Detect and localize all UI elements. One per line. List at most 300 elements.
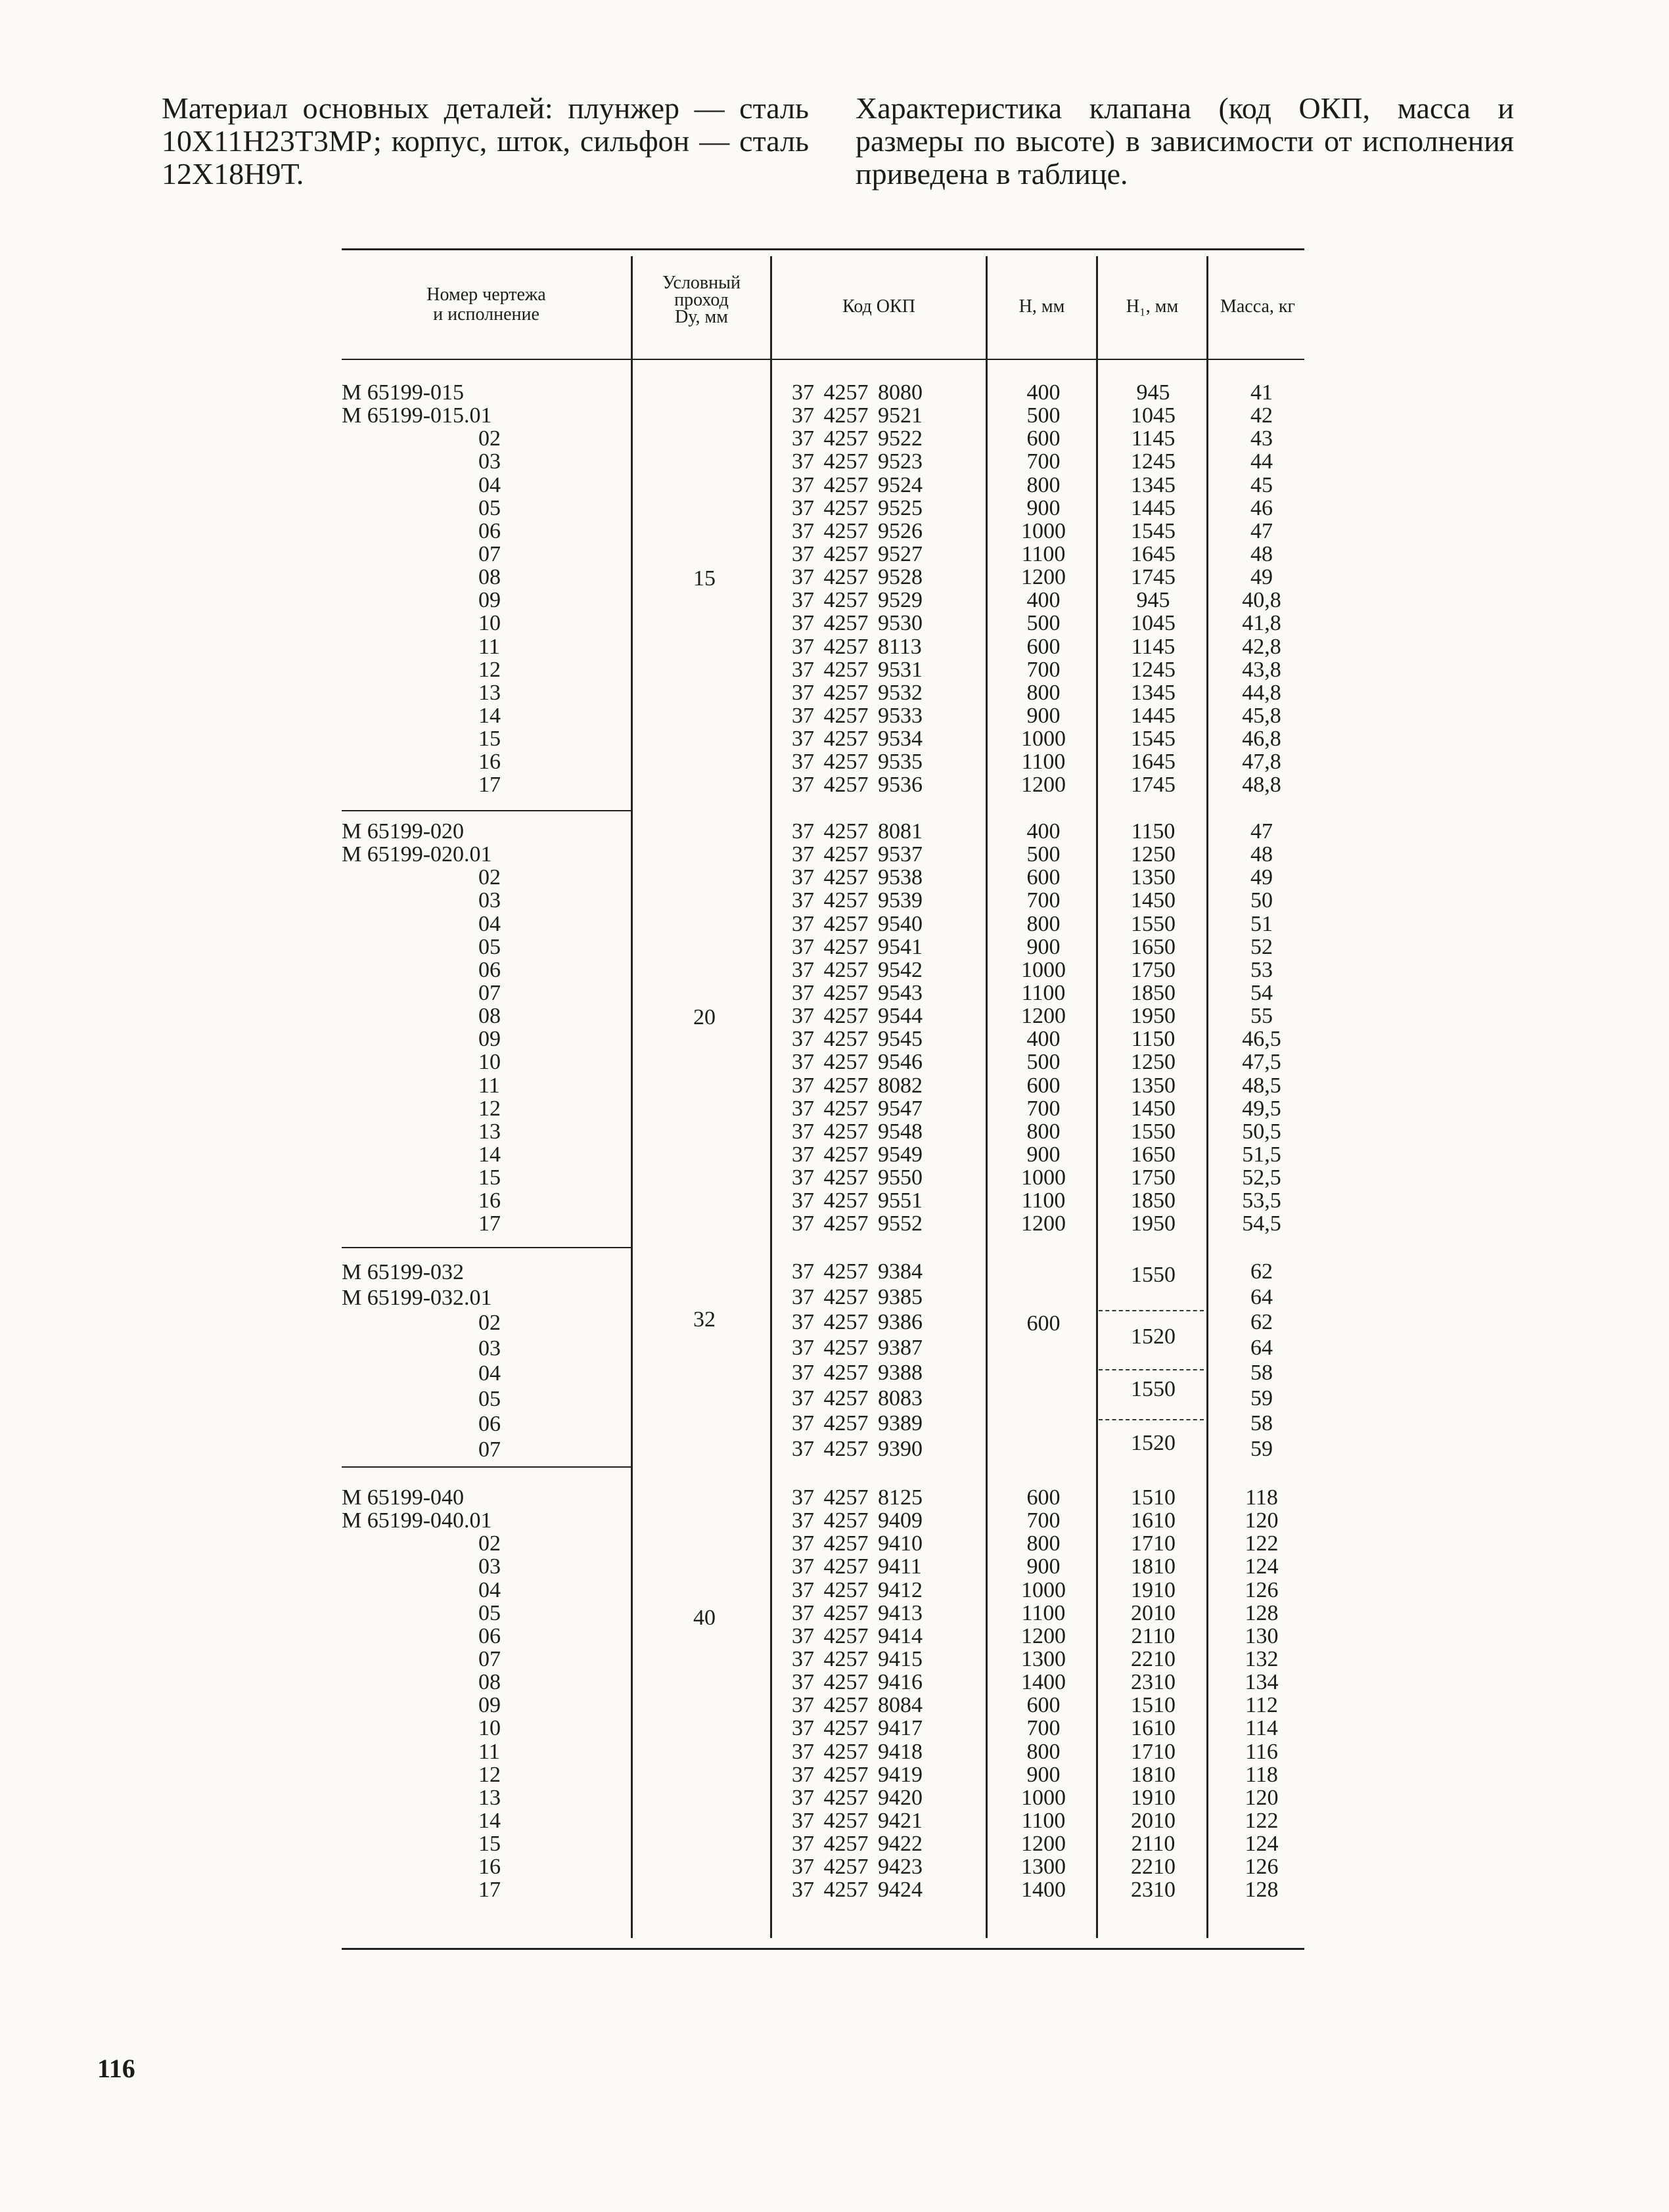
table-cell-okp: 37 4257 9390 (792, 1436, 923, 1461)
table-cell-okp: 37 4257 9410 (792, 1531, 923, 1556)
table-cell-h1: 1350 (1131, 865, 1176, 890)
table-cell-okp: 37 4257 8113 (792, 634, 922, 659)
table-cell-m: 47 (1250, 518, 1273, 543)
table-cell-okp: 37 4257 9538 (792, 865, 923, 890)
table-cell-h: 1000 (1021, 727, 1066, 752)
table-cell-h1: 1810 (1131, 1762, 1176, 1787)
table-cell-h: 400 (1026, 588, 1061, 613)
table-cell-h: 700 (1026, 657, 1061, 682)
table-cell-num: 11 (478, 1073, 500, 1098)
table-cell-num: 02 (478, 1531, 501, 1556)
table-cell-okp: 37 4257 8080 (792, 380, 923, 405)
table-cell-h: 800 (1026, 1119, 1061, 1144)
table-cell-m: 55 (1250, 1004, 1273, 1029)
mass-column (1219, 820, 1304, 1236)
table-cell-num: 10 (478, 611, 501, 636)
okp-code-column (792, 1486, 943, 1902)
table-cell-okp: 37 4257 9415 (792, 1646, 923, 1671)
table-cell-h: 600 (1026, 865, 1061, 890)
table-cell-h1: 1450 (1131, 1096, 1176, 1121)
table-cell-h: 600 (1026, 634, 1061, 659)
table-cell-h1: 1550 (1131, 911, 1176, 936)
table-cell-m: 45,8 (1242, 703, 1281, 728)
okp-code-column (792, 820, 943, 1236)
table-cell-m: 128 (1245, 1878, 1279, 1903)
table-cell-h: 900 (1026, 495, 1061, 520)
height-h1-column (1104, 1486, 1202, 1902)
table-cell-okp: 37 4257 9544 (792, 1004, 923, 1029)
table-cell-h1: 1910 (1131, 1577, 1176, 1602)
table-cell-okp: 37 4257 9530 (792, 611, 923, 636)
table-cell-h: 600 (1026, 426, 1061, 451)
table-cell-m: 120 (1245, 1785, 1279, 1810)
height-h1-value: 1520 (1131, 1324, 1176, 1349)
table-cell-num: 07 (478, 1646, 501, 1671)
table-cell-okp: 37 4257 9421 (792, 1808, 923, 1833)
table-cell-m: 122 (1245, 1808, 1279, 1833)
table-cell-h1: 1545 (1131, 727, 1176, 752)
table-cell-m: 51 (1250, 911, 1273, 936)
table-cell-num: 02 (478, 426, 501, 451)
table-cell-m: 40,8 (1242, 588, 1281, 613)
table-cell-okp: 37 4257 9422 (792, 1832, 923, 1857)
table-cell-h1: 1750 (1131, 1165, 1176, 1190)
table-cell-h: 1100 (1021, 541, 1066, 566)
table-cell-h1: 1810 (1131, 1554, 1176, 1579)
table-cell-h: 700 (1026, 449, 1061, 474)
table-cell-h: 1000 (1021, 1165, 1066, 1190)
table-cell-okp: 37 4257 9419 (792, 1762, 923, 1787)
table-cell-m: 64 (1250, 1335, 1273, 1360)
table-cell-okp: 37 4257 9525 (792, 495, 923, 520)
height-h1-column (1104, 381, 1202, 797)
table-cell-num: 04 (478, 1577, 501, 1602)
table-cell-num: 10 (478, 1716, 501, 1741)
table-cell-h1: 2310 (1131, 1878, 1176, 1903)
table-cell-okp: 37 4257 9547 (792, 1096, 923, 1121)
table-cell-okp: 37 4257 9541 (792, 934, 923, 959)
nominal-bore-value: 32 (693, 1307, 716, 1332)
table-cell-num: 13 (478, 680, 501, 705)
table-cell-h1: 1650 (1131, 1142, 1176, 1167)
table-cell-okp: 37 4257 9414 (792, 1623, 923, 1648)
table-cell-num: 11 (478, 634, 500, 659)
table-cell-h1: 1710 (1131, 1531, 1176, 1556)
table-cell-h1: 1550 (1131, 1119, 1176, 1144)
table-cell-num: 12 (478, 1096, 501, 1121)
table-cell-okp: 37 4257 9551 (792, 1188, 923, 1213)
table-cell-num: 07 (478, 541, 501, 566)
height-h-value: 600 (1026, 1311, 1061, 1336)
table-cell-okp: 37 4257 9424 (792, 1878, 923, 1903)
height-h-column (997, 381, 1089, 797)
table-cell-m: 118 (1245, 1762, 1278, 1787)
table-cell-okp: 37 4257 8083 (792, 1386, 923, 1411)
table-cell-okp: 37 4257 9536 (792, 773, 923, 798)
table-cell-num: 06 (478, 957, 501, 982)
table-cell-h1: 2010 (1131, 1808, 1176, 1833)
table-cell-h: 1200 (1021, 1211, 1066, 1236)
table-cell-m: 42 (1250, 403, 1273, 428)
table-cell-num: 13 (478, 1119, 501, 1144)
table-cell-m: 45 (1250, 472, 1273, 497)
table-cell-h: 900 (1026, 703, 1061, 728)
table-cell-okp: 37 4257 9521 (792, 403, 923, 428)
height-h1-value: 1520 (1131, 1431, 1176, 1455)
table-cell-h: 800 (1026, 1531, 1061, 1556)
table-cell-m: 116 (1245, 1739, 1278, 1764)
header-okp-code: Код ОКП (842, 296, 915, 317)
table-cell-m: 124 (1245, 1554, 1279, 1579)
table-cell-h1: 1245 (1131, 657, 1176, 682)
table-cell-m: 48 (1250, 541, 1273, 566)
mass-column (1219, 381, 1304, 797)
height-h-column (997, 820, 1089, 1236)
table-cell-m: 122 (1245, 1531, 1279, 1556)
table-cell-okp: 37 4257 9416 (792, 1670, 923, 1695)
table-cell-num: 03 (478, 1336, 501, 1361)
table-cell-num: 08 (478, 1670, 501, 1695)
table-cell-m: 64 (1250, 1284, 1273, 1309)
table-cell-h1: 1450 (1131, 888, 1176, 913)
table-cell-h: 700 (1026, 1716, 1061, 1741)
table-cell-num: 09 (478, 588, 501, 613)
table-cell-m: 58 (1250, 1361, 1273, 1385)
table-cell-h1: 1150 (1131, 1027, 1176, 1052)
table-cell-h1: 1610 (1131, 1716, 1176, 1741)
table-cell-m: 132 (1245, 1646, 1279, 1671)
table-cell-m: 53 (1250, 957, 1273, 982)
table-cell-h1: 1745 (1131, 565, 1176, 590)
table-cell-num: 17 (478, 1878, 501, 1903)
table-top-rule (342, 248, 1304, 250)
table-cell-num: 14 (478, 703, 501, 728)
table-cell-m: 48,8 (1242, 773, 1281, 798)
table-cell-okp: 37 4257 9532 (792, 680, 923, 705)
table-cell-num: 08 (478, 1004, 501, 1029)
table-cell-num: 16 (478, 1188, 501, 1213)
table-cell-okp: 37 4257 9546 (792, 1050, 923, 1075)
table-cell-m: 118 (1245, 1485, 1278, 1510)
table-cell-h1: 2210 (1131, 1855, 1176, 1880)
table-cell-num: М 65199-032.01 (342, 1285, 492, 1310)
table-cell-m: 41 (1250, 380, 1273, 405)
table-cell-num: 14 (478, 1808, 501, 1833)
table-cell-h1: 1145 (1131, 634, 1176, 659)
table-cell-okp: 37 4257 9543 (792, 980, 923, 1005)
table-cell-m: 43,8 (1242, 657, 1281, 682)
table-cell-h: 1100 (1021, 750, 1066, 775)
table-cell-okp: 37 4257 9420 (792, 1785, 923, 1810)
table-cell-h1: 1445 (1131, 703, 1176, 728)
mass-column (1219, 1486, 1304, 1902)
table-cell-okp: 37 4257 9387 (792, 1335, 923, 1360)
table-cell-num: 10 (478, 1050, 501, 1075)
table-cell-h: 500 (1026, 611, 1061, 636)
table-cell-num: М 65199-015 (342, 380, 465, 405)
table-cell-h1: 1510 (1131, 1693, 1176, 1718)
mass-column (1219, 1260, 1304, 1462)
table-cell-m: 48 (1250, 842, 1273, 867)
table-cell-m: 42,8 (1242, 634, 1281, 659)
table-cell-m: 50,5 (1242, 1119, 1281, 1144)
table-cell-m: 44,8 (1242, 680, 1281, 705)
table-cell-okp: 37 4257 9531 (792, 657, 923, 682)
table-cell-okp: 37 4257 8081 (792, 819, 923, 844)
table-cell-m: 130 (1245, 1623, 1279, 1648)
table-cell-h: 1200 (1021, 1004, 1066, 1029)
table-cell-h: 800 (1026, 680, 1061, 705)
table-cell-h: 1000 (1021, 957, 1066, 982)
table-cell-okp: 37 4257 8125 (792, 1485, 923, 1510)
table-cell-h1: 1150 (1131, 819, 1176, 844)
table-cell-h: 900 (1026, 1554, 1061, 1579)
nominal-bore-value: 20 (693, 1005, 716, 1029)
table-cell-h: 1100 (1021, 1600, 1066, 1625)
table-cell-m: 134 (1245, 1670, 1279, 1695)
table-cell-num: 02 (478, 1311, 501, 1335)
table-cell-okp: 37 4257 9552 (792, 1211, 923, 1236)
table-cell-h: 900 (1026, 1762, 1061, 1787)
col-divider-h1 (1096, 256, 1098, 1938)
intro-table-description: Характеристика клапана (код ОКП, масса и размеры по высоте) в зависимости от исполнения приведена в таблице. (856, 91, 1514, 191)
table-cell-num: 08 (478, 565, 501, 590)
table-header-rule (342, 359, 1304, 360)
col-divider-dn (631, 256, 633, 1938)
table-cell-num: 04 (478, 1361, 501, 1386)
table-cell-h: 900 (1026, 1142, 1061, 1167)
table-cell-h: 1100 (1021, 1188, 1066, 1213)
table-cell-okp: 37 4257 9523 (792, 449, 923, 474)
table-cell-h1: 1745 (1131, 773, 1176, 798)
table-cell-okp: 37 4257 9412 (792, 1577, 923, 1602)
table-cell-m: 124 (1245, 1832, 1279, 1857)
table-cell-h: 800 (1026, 1739, 1061, 1764)
table-cell-okp: 37 4257 9418 (792, 1739, 923, 1764)
height-h-column (997, 1486, 1089, 1902)
table-cell-m: 50 (1250, 888, 1273, 913)
table-cell-h1: 1245 (1131, 449, 1176, 474)
table-cell-m: 43 (1250, 426, 1273, 451)
table-cell-okp: 37 4257 9550 (792, 1165, 923, 1190)
table-cell-num: 06 (478, 1623, 501, 1648)
table-cell-h: 400 (1026, 1027, 1061, 1052)
table-cell-num: 13 (478, 1785, 501, 1810)
table-cell-okp: 37 4257 9542 (792, 957, 923, 982)
okp-code-column (792, 1260, 943, 1462)
table-cell-num: 05 (478, 1600, 501, 1625)
table-cell-h: 1300 (1021, 1855, 1066, 1880)
table-cell-h: 700 (1026, 888, 1061, 913)
table-cell-h1: 1950 (1131, 1004, 1176, 1029)
table-cell-h1: 1045 (1131, 611, 1176, 636)
table-cell-num: 15 (478, 1832, 501, 1857)
table-cell-h: 700 (1026, 1096, 1061, 1121)
table-cell-m: 49 (1250, 565, 1273, 590)
table-bottom-rule (342, 1948, 1304, 1950)
table-cell-h: 600 (1026, 1485, 1061, 1510)
table-cell-h: 1000 (1021, 518, 1066, 543)
table-cell-num: 03 (478, 1554, 501, 1579)
group-separator (342, 810, 631, 811)
table-cell-okp: 37 4257 9409 (792, 1508, 923, 1533)
table-cell-h1: 1350 (1131, 1073, 1176, 1098)
header-nominal-bore: Условный проход Dу, мм (662, 273, 741, 327)
drawing-number-column (342, 381, 513, 797)
table-cell-h1: 945 (1136, 380, 1170, 405)
table-cell-okp: 37 4257 9533 (792, 703, 923, 728)
page-number: 116 (97, 2054, 135, 2083)
table-cell-h: 400 (1026, 380, 1061, 405)
table-cell-num: 16 (478, 750, 501, 775)
table-cell-num: 03 (478, 888, 501, 913)
nominal-bore-value: 15 (693, 566, 716, 591)
table-cell-okp: 37 4257 9522 (792, 426, 923, 451)
table-cell-okp: 37 4257 9417 (792, 1716, 923, 1741)
table-cell-num: 04 (478, 472, 501, 497)
table-cell-num: 05 (478, 1386, 501, 1411)
table-cell-h: 500 (1026, 842, 1061, 867)
table-cell-h1: 1610 (1131, 1508, 1176, 1533)
table-cell-m: 46,8 (1242, 727, 1281, 752)
table-cell-okp: 37 4257 9548 (792, 1119, 923, 1144)
header-h1: H₁, мм (1126, 296, 1179, 317)
table-cell-m: 59 (1250, 1436, 1273, 1461)
table-cell-m: 53,5 (1242, 1188, 1281, 1213)
table-cell-m: 48,5 (1242, 1073, 1281, 1098)
height-h1-column (1104, 820, 1202, 1236)
table-cell-m: 59 (1250, 1386, 1273, 1411)
table-cell-h1: 1850 (1131, 1188, 1176, 1213)
table-cell-num: 09 (478, 1693, 501, 1718)
header-drawing-number: Номер чертежа и исполнение (426, 284, 546, 325)
table-cell-num: 05 (478, 495, 501, 520)
table-cell-h1: 1710 (1131, 1739, 1176, 1764)
table-cell-h1: 1445 (1131, 495, 1176, 520)
table-cell-okp: 37 4257 9549 (792, 1142, 923, 1167)
table-cell-h1: 1045 (1131, 403, 1176, 428)
h1-split-line (1099, 1310, 1204, 1311)
table-cell-num: 17 (478, 1211, 501, 1236)
group-separator (342, 1247, 631, 1248)
table-cell-h1: 1250 (1131, 1050, 1176, 1075)
table-cell-h: 800 (1026, 911, 1061, 936)
table-cell-h1: 2310 (1131, 1670, 1176, 1695)
table-cell-num: 09 (478, 1027, 501, 1052)
table-cell-m: 114 (1245, 1716, 1278, 1741)
table-cell-h1: 1650 (1131, 934, 1176, 959)
table-cell-h1: 1345 (1131, 472, 1176, 497)
table-cell-okp: 37 4257 9413 (792, 1600, 923, 1625)
table-cell-h1: 1345 (1131, 680, 1176, 705)
table-cell-m: 46,5 (1242, 1027, 1281, 1052)
table-cell-h: 900 (1026, 934, 1061, 959)
table-cell-m: 51,5 (1242, 1142, 1281, 1167)
table-cell-m: 120 (1245, 1508, 1279, 1533)
table-cell-h1: 1250 (1131, 842, 1176, 867)
table-cell-h: 800 (1026, 472, 1061, 497)
table-cell-h: 1100 (1021, 980, 1066, 1005)
table-cell-m: 41,8 (1242, 611, 1281, 636)
table-cell-okp: 37 4257 9539 (792, 888, 923, 913)
okp-code-column (792, 381, 943, 797)
table-cell-h1: 1850 (1131, 980, 1176, 1005)
h1-split-line (1099, 1369, 1204, 1370)
table-cell-num: 11 (478, 1739, 500, 1764)
table-cell-h: 1200 (1021, 565, 1066, 590)
col-divider-mass (1206, 256, 1208, 1938)
table-cell-m: 44 (1250, 449, 1273, 474)
table-cell-h1: 2110 (1131, 1832, 1176, 1857)
table-cell-okp: 37 4257 9385 (792, 1284, 923, 1309)
table-cell-okp: 37 4257 9386 (792, 1310, 923, 1334)
table-cell-num: М 65199-020 (342, 819, 465, 844)
table-cell-okp: 37 4257 9423 (792, 1855, 923, 1880)
table-cell-num: 07 (478, 1437, 501, 1462)
table-cell-m: 54,5 (1242, 1211, 1281, 1236)
table-cell-h1: 2210 (1131, 1646, 1176, 1671)
table-cell-h: 1100 (1021, 1808, 1066, 1833)
table-cell-num: М 65199-040.01 (342, 1508, 492, 1533)
table-cell-okp: 37 4257 8084 (792, 1693, 923, 1718)
table-cell-m: 126 (1245, 1855, 1279, 1880)
table-cell-h1: 1645 (1131, 750, 1176, 775)
table-cell-num: 04 (478, 911, 501, 936)
table-cell-okp: 37 4257 9545 (792, 1027, 923, 1052)
table-cell-m: 62 (1250, 1310, 1273, 1334)
table-cell-num: 17 (478, 773, 501, 798)
table-cell-h1: 2010 (1131, 1600, 1176, 1625)
table-cell-okp: 37 4257 9527 (792, 541, 923, 566)
table-cell-num: 06 (478, 518, 501, 543)
table-cell-okp: 37 4257 9529 (792, 588, 923, 613)
table-cell-h1: 1950 (1131, 1211, 1176, 1236)
table-cell-h: 1000 (1021, 1785, 1066, 1810)
table-cell-h1: 945 (1136, 588, 1170, 613)
table-cell-okp: 37 4257 9411 (792, 1554, 922, 1579)
table-cell-m: 47 (1250, 819, 1273, 844)
table-cell-m: 126 (1245, 1577, 1279, 1602)
drawing-number-column (342, 1260, 513, 1462)
table-cell-h: 500 (1026, 403, 1061, 428)
table-cell-m: 62 (1250, 1259, 1273, 1284)
col-divider-h (986, 256, 988, 1938)
table-cell-okp: 37 4257 9534 (792, 727, 923, 752)
table-cell-num: М 65199-032 (342, 1260, 465, 1284)
table-cell-m: 54 (1250, 980, 1273, 1005)
table-cell-m: 46 (1250, 495, 1273, 520)
table-cell-m: 47,8 (1242, 750, 1281, 775)
table-cell-h: 1200 (1021, 773, 1066, 798)
table-cell-h: 1400 (1021, 1670, 1066, 1695)
table-cell-okp: 37 4257 9384 (792, 1259, 923, 1284)
h1-split-line (1099, 1419, 1204, 1420)
group-separator (342, 1466, 631, 1468)
height-h1-value: 1550 (1131, 1377, 1176, 1401)
height-h1-value: 1550 (1131, 1263, 1176, 1287)
table-cell-m: 52 (1250, 934, 1273, 959)
table-cell-okp: 37 4257 9524 (792, 472, 923, 497)
table-cell-m: 47,5 (1242, 1050, 1281, 1075)
table-cell-h: 500 (1026, 1050, 1061, 1075)
table-cell-m: 128 (1245, 1600, 1279, 1625)
table-cell-h: 1000 (1021, 1577, 1066, 1602)
intro-materials: Материал основных деталей: плунжер — сталь 10Х11Н23Т3МР; корпус, шток, сильфон — сталь 12Х18Н9Т. (162, 91, 809, 191)
table-cell-h1: 1510 (1131, 1485, 1176, 1510)
table-cell-okp: 37 4257 9540 (792, 911, 923, 936)
table-cell-m: 112 (1245, 1693, 1278, 1718)
table-cell-num: 03 (478, 449, 501, 474)
